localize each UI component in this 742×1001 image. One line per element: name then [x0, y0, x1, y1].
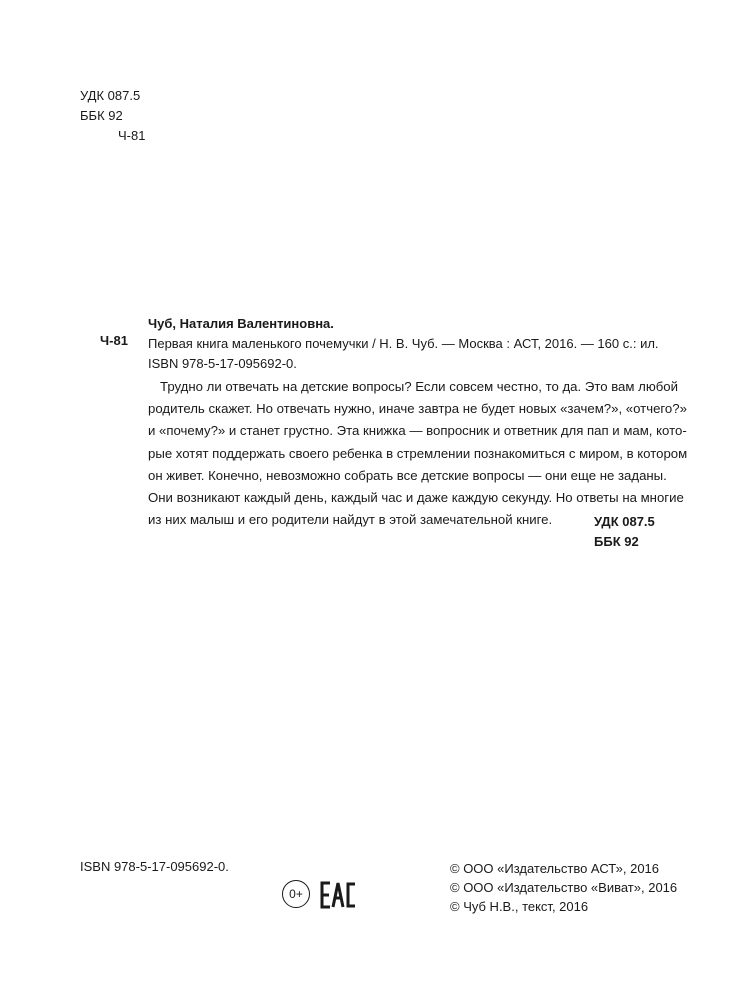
- catalog-card-label: Ч-81: [100, 333, 128, 348]
- bbk-code: ББК 92: [80, 108, 123, 123]
- footer-isbn: ISBN 978-5-17-095692-0.: [80, 859, 229, 874]
- bbk-code: ББК 92: [594, 534, 639, 549]
- card-isbn: ISBN 978-5-17-095692-0.: [148, 356, 297, 371]
- copyright-line: © ООО «Издательство АСТ», 2016: [450, 861, 660, 876]
- copyright-line: © Чуб Н.В., текст, 2016: [450, 899, 589, 914]
- book-title-line: Первая книга маленького почемучки / Н. В. Чуб. — Москва : АСТ, 2016. — 160 с.: ил.: [148, 336, 659, 351]
- catalog-card: [148, 314, 659, 374]
- top-classification-codes: [80, 86, 145, 146]
- book-annotation: [148, 376, 688, 531]
- annotation-line: и «почему?» и станет грустно. Эта книжка — вопросник и ответник для пап и мам, кото-: [148, 423, 687, 439]
- annotation-line: Они возникают каждый день, каждый час и даже каждую секунду. Но ответы на многие: [148, 490, 684, 506]
- copyright-line: © ООО «Издательство «Виват», 2016: [450, 880, 678, 895]
- age-rating-text: 0+: [289, 887, 303, 901]
- annotation-line: Трудно ли отвечать на детские вопросы? Если совсем честно, то да. Это вам любой: [160, 379, 678, 394]
- eac-certification-icon: [320, 880, 360, 910]
- age-rating-badge: [282, 880, 310, 908]
- annotation-line: он живет. Конечно, невозможно собрать все детские вопросы — они еще не заданы.: [148, 467, 667, 483]
- annotation-line: из них малыш и его родители найдут в этой замечательной книге.: [148, 512, 553, 528]
- udk-code: УДК 087.5: [594, 514, 655, 529]
- bottom-classification-codes: [594, 512, 655, 552]
- eac-logo-icon: [320, 880, 360, 910]
- udk-code: УДК 087.5: [80, 88, 141, 103]
- annotation-line: родитель скажет. Но отвечать нужно, иначе завтра не будет новых «зачем?», «отчего?»: [148, 401, 687, 417]
- author-mark: Ч-81: [118, 128, 146, 143]
- book-author: Чуб, Наталия Валентиновна.: [148, 316, 334, 331]
- annotation-line: рые хотят поддержать своего ребенка в стремлении познакомиться с миром, в котором: [148, 445, 688, 461]
- copyright-block: [450, 859, 677, 916]
